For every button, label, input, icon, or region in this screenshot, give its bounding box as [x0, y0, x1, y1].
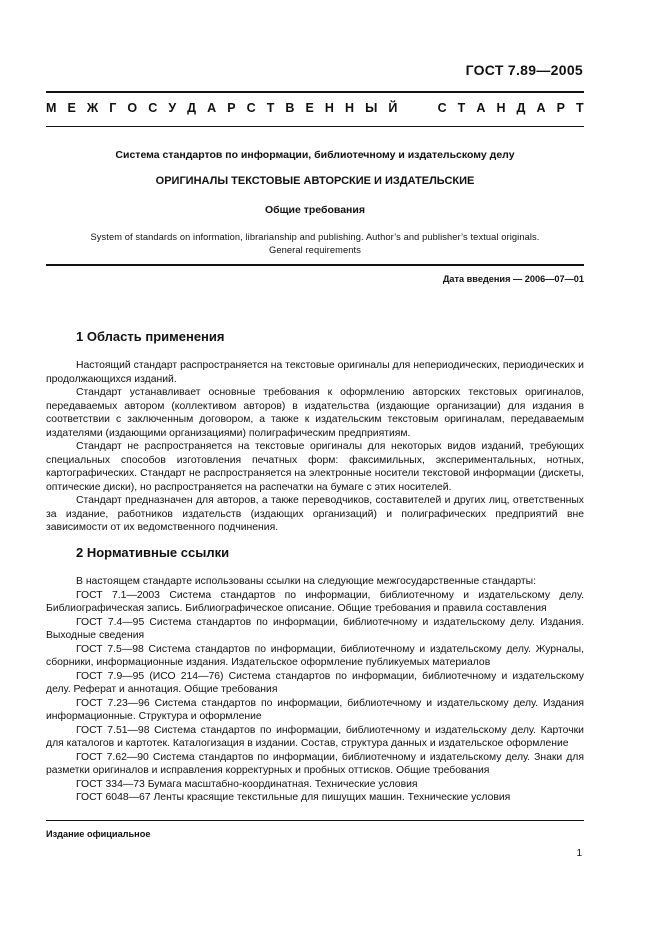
banner-letter: Т [457, 101, 466, 115]
banner-letter [408, 101, 411, 115]
official-edition-note: Издание официальное [46, 829, 151, 839]
section-2-heading: 2 Нормативные ссылки [76, 545, 230, 560]
section1-paragraph: Стандарт не распространяется на текстовые оригиналы для некоторых видов изданий, требующих специальных способов изготовления печатных форм: факсимильных, экспериментальных, нотных, картографических. Стандарт не распространяется на электронные носители текстовой информации (дискеты, оптические диски), но распространяется на распечатки на бумаге с этих носителей. [46, 441, 584, 493]
banner-letter: М [46, 101, 57, 115]
english-title [46, 231, 584, 257]
section1-paragraph: Стандарт предназначен для авторов, а также переводчиков, составителей и других лиц, ответственных за издание, работников издательств (издающих организаций) и полиграфических предприятий вне зависимости от их ведомственного подчинения. [46, 495, 584, 533]
banner-letter: Н [496, 101, 506, 115]
banner-letter: А [536, 101, 546, 115]
banner-letter: А [476, 101, 486, 115]
banner-letter: Т [266, 101, 275, 115]
section2-paragraph: ГОСТ 7.9—95 (ИСО 214—76) Система стандартов по информации, библиотечному и издательскому делу. Реферат и аннотация. Общие требования [46, 670, 584, 695]
banner-letter: Р [227, 101, 236, 115]
section2-paragraph: ГОСТ 7.4—95 Система стандартов по информации, библиотечному и издательскому делу. Издания. Выходные сведения [46, 616, 584, 641]
banner-letter: В [285, 101, 295, 115]
series-title: Система стандартов по информации, библиотечному и издательскому делу [115, 149, 515, 161]
page-number: 1 [576, 848, 582, 859]
footer-rule [46, 820, 584, 821]
banner-letter: Р [556, 101, 565, 115]
section1-paragraph: Настоящий стандарт распространяется на текстовые оригиналы для непериодических, периодических и продолжающихся изданий. [46, 360, 584, 385]
document-title: ОРИГИНАЛЫ ТЕКСТОВЫЕ АВТОРСКИЕ И ИЗДАТЕЛЬСКИЕ [155, 175, 475, 187]
banner-letter: У [168, 101, 177, 115]
section-1-body [46, 359, 584, 535]
section2-paragraph: ГОСТ 334—73 Бумага масштабно-координатная. Технические условия [76, 778, 418, 790]
banner-letter: Ж [86, 101, 99, 115]
section2-paragraph: ГОСТ 7.23—96 Система стандартов по информации, библиотечному и издательскому делу. Издания информационные. Структура и оформление [46, 697, 584, 722]
section2-paragraph: В настоящем стандарте использованы ссылки на следующие межгосударственные стандарты: [76, 576, 537, 587]
banner-letter: Е [305, 101, 314, 115]
top-rule [46, 91, 584, 93]
banner-letter: С [148, 101, 158, 115]
banner-letter: С [437, 101, 447, 115]
english-title-line2: General requirements [269, 245, 361, 255]
section-2-body [46, 575, 584, 805]
section2-paragraph: ГОСТ 6048—67 Ленты красящие текстильные для пишущих машин. Технические условия [76, 792, 511, 803]
banner-letter: Т [576, 101, 584, 115]
banner-bottom-rule [46, 126, 584, 127]
banner-letter: Й [388, 101, 398, 115]
banner-letter: С [246, 101, 256, 115]
section2-paragraph: ГОСТ 7.1—2003 Система стандартов по информации, библиотечному и издательскому делу. Библиографическая запись. Библиографическое описание. Общие требования и правила составления [46, 589, 584, 614]
document-id: ГОСТ 7.89—2005 [465, 62, 583, 78]
document-subtitle: Общие требования [265, 204, 365, 216]
banner-letter: Ы [365, 101, 378, 115]
banner-letter: Н [345, 101, 355, 115]
standard-type-banner [46, 101, 584, 115]
banner-letter: Е [67, 101, 76, 115]
section2-paragraph: ГОСТ 7.5—98 Система стандартов по информации, библиотечному и издательскому делу. Журналы, сборники, информационные издания. Издательское оформление публикуемых материалов [46, 643, 584, 668]
introduction-date: Дата введения — 2006—07—01 [442, 274, 584, 284]
section2-paragraph: ГОСТ 7.62—90 Система стандартов по информации, библиотечному и издательскому делу. Знаки для разметки оригиналов и исправления корректурных и пробных оттисков. Общие требования [46, 751, 584, 776]
section2-paragraph: ГОСТ 7.51—98 Система стандартов по информации, библиотечному и издательскому делу. Карточки для каталогов и картотек. Каталогизация в издании. Состав, структура данных и издательское оформление [46, 724, 584, 749]
banner-letter: Н [324, 101, 334, 115]
section-1-heading: 1 Область применения [76, 329, 225, 344]
banner-letter: Д [187, 101, 197, 115]
banner-letter: О [127, 101, 138, 115]
banner-letter [423, 101, 426, 115]
banner-letter: Д [516, 101, 526, 115]
banner-letter: Г [109, 101, 117, 115]
english-title-line1: System of standards on information, librarianship and publishing. Author’s and publisher’s textual originals. [90, 232, 540, 242]
title-block-rule [46, 264, 584, 266]
banner-letter: А [207, 101, 217, 115]
section1-paragraph: Стандарт устанавливает основные требования к оформлению авторских текстовых оригиналов, передаваемых автором (коллективом авторов) в издательства (издающие организации) для издания в соответствии с заключенным договором, а также к издательским текстовым оригиналам, передаваемым издателями (издающими организациями) полиграфическим предприятиям. [46, 387, 584, 439]
